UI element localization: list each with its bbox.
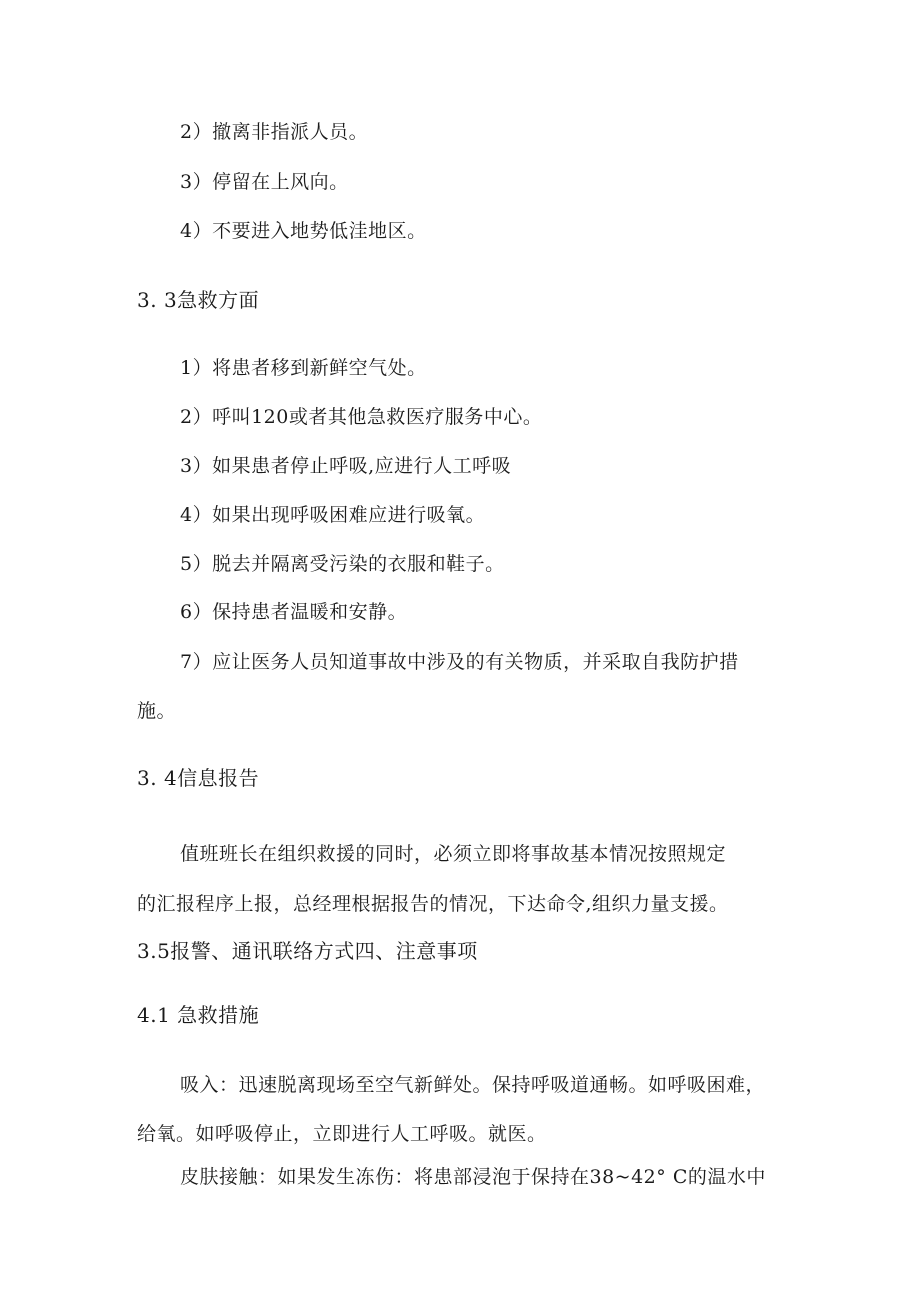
list-item: 4）不要进入地势低洼地区。: [180, 220, 427, 242]
list-item: 7）应让医务人员知道事故中涉及的有关物质，并采取自我防护措: [180, 651, 739, 673]
list-item: 6）保持患者温暖和安静。: [180, 601, 408, 623]
section-heading-3-5: 3.5报警、通讯联络方式四、注意事项: [137, 939, 478, 963]
list-item: 1）将患者移到新鲜空气处。: [180, 357, 427, 379]
list-item-continuation: 施。: [137, 700, 177, 722]
section-heading-3-3: 3. 3急救方面: [137, 288, 260, 312]
list-item: 5）脱去并隔离受污染的衣服和鞋子。: [180, 553, 505, 575]
paragraph-line: 给氧。如呼吸停止，立即进行人工呼吸。就医。: [137, 1123, 547, 1145]
list-item: 2）呼叫120或者其他急救医疗服务中心。: [180, 406, 543, 428]
paragraph-line: 的汇报程序上报，总经理根据报告的情况，下达命令,组织力量支援。: [137, 893, 729, 915]
list-item: 3）停留在上风向。: [180, 171, 349, 193]
paragraph-line: 值班班长在组织救援的同时，必须立即将事故基本情况按照规定: [180, 843, 727, 865]
paragraph-line: 皮肤接触：如果发生冻伤：将患部浸泡于保持在38~42° C的温水中: [180, 1166, 766, 1188]
list-item: 3）如果患者停止呼吸,应进行人工呼吸: [180, 455, 512, 477]
paragraph-line: 吸入：迅速脱离现场至空气新鲜处。保持呼吸道通畅。如呼吸困难，: [180, 1074, 766, 1096]
section-heading-4-1: 4.1 急救措施: [137, 1003, 260, 1027]
list-item: 2）撤离非指派人员。: [180, 121, 369, 143]
section-heading-3-4: 3. 4信息报告: [137, 766, 260, 790]
list-item: 4）如果出现呼吸困难应进行吸氧。: [180, 504, 486, 526]
